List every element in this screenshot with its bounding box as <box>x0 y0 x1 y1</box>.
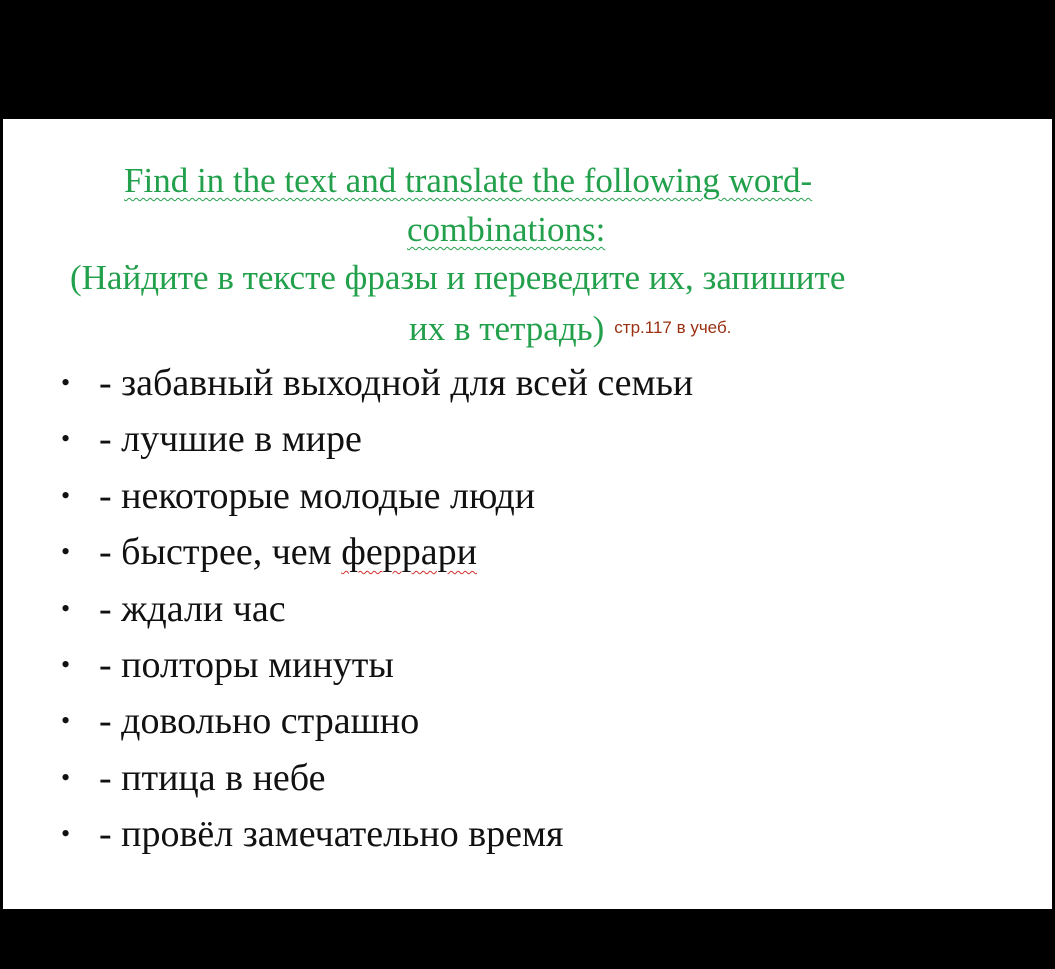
heading-line-4 <box>409 309 731 347</box>
slide <box>3 119 1052 909</box>
list-item-dash: - <box>99 418 122 461</box>
list-item-dash: - <box>99 813 122 856</box>
bullet-dot: • <box>61 706 71 736</box>
bullet-dot: • <box>61 819 71 849</box>
list-item-phrase: полторы минуты <box>121 644 394 686</box>
list-item-text <box>99 589 286 629</box>
bullet-dot: • <box>61 537 71 567</box>
heading-line-2-text: combinations: <box>407 210 606 249</box>
bullet-dot: • <box>61 480 71 510</box>
list-item-dash: - <box>99 756 122 799</box>
list-item-phrase: довольно страшно <box>121 700 420 743</box>
list-item-text <box>99 645 394 685</box>
list-item-phrase: некоторые молодые люди <box>121 474 536 517</box>
heading-line-3: (Найдите в тексте фразы и переведите их, запишите <box>70 258 846 297</box>
bullet-dot: • <box>61 424 71 454</box>
list-item-dash: - <box>99 362 122 404</box>
list-item-phrase: ждали час <box>121 587 286 630</box>
list-item-text <box>99 814 564 854</box>
list-item-text <box>99 363 693 403</box>
bullet-dot: • <box>61 650 71 679</box>
heading-line-4-text: их в тетрадь) <box>409 309 605 348</box>
list-item-text <box>99 701 419 741</box>
list-item-dash: - <box>99 474 122 517</box>
list-item-phrase: птица в небе <box>121 756 326 799</box>
list-item-text <box>99 532 477 572</box>
list-item-dash: - <box>99 644 122 686</box>
list-item-dash: - <box>99 587 122 630</box>
list-item-phrase: провёл замечательно время <box>121 813 564 856</box>
heading-line-1 <box>124 162 812 199</box>
list-item-text <box>99 758 325 798</box>
spellcheck-flagged-word: феррари <box>341 531 477 574</box>
list-item-phrase: лучшие в мире <box>121 418 362 461</box>
page-reference-note: стр.117 в учеб. <box>614 318 732 337</box>
bullet-dot: • <box>61 762 71 792</box>
heading-line-1-text: Find in the text and translate the following word- <box>124 161 813 200</box>
bullet-dot: • <box>61 368 71 397</box>
list-item-dash: - <box>99 531 122 574</box>
list-item-phrase: забавный выходной для всей семьи <box>121 362 694 404</box>
list-item-phrase: быстрее, чем <box>121 531 342 574</box>
list-item-text <box>99 419 362 459</box>
list-item-text <box>99 476 535 516</box>
list-item-dash: - <box>99 700 122 743</box>
heading-line-2 <box>407 211 605 248</box>
bullet-dot: • <box>61 593 71 623</box>
